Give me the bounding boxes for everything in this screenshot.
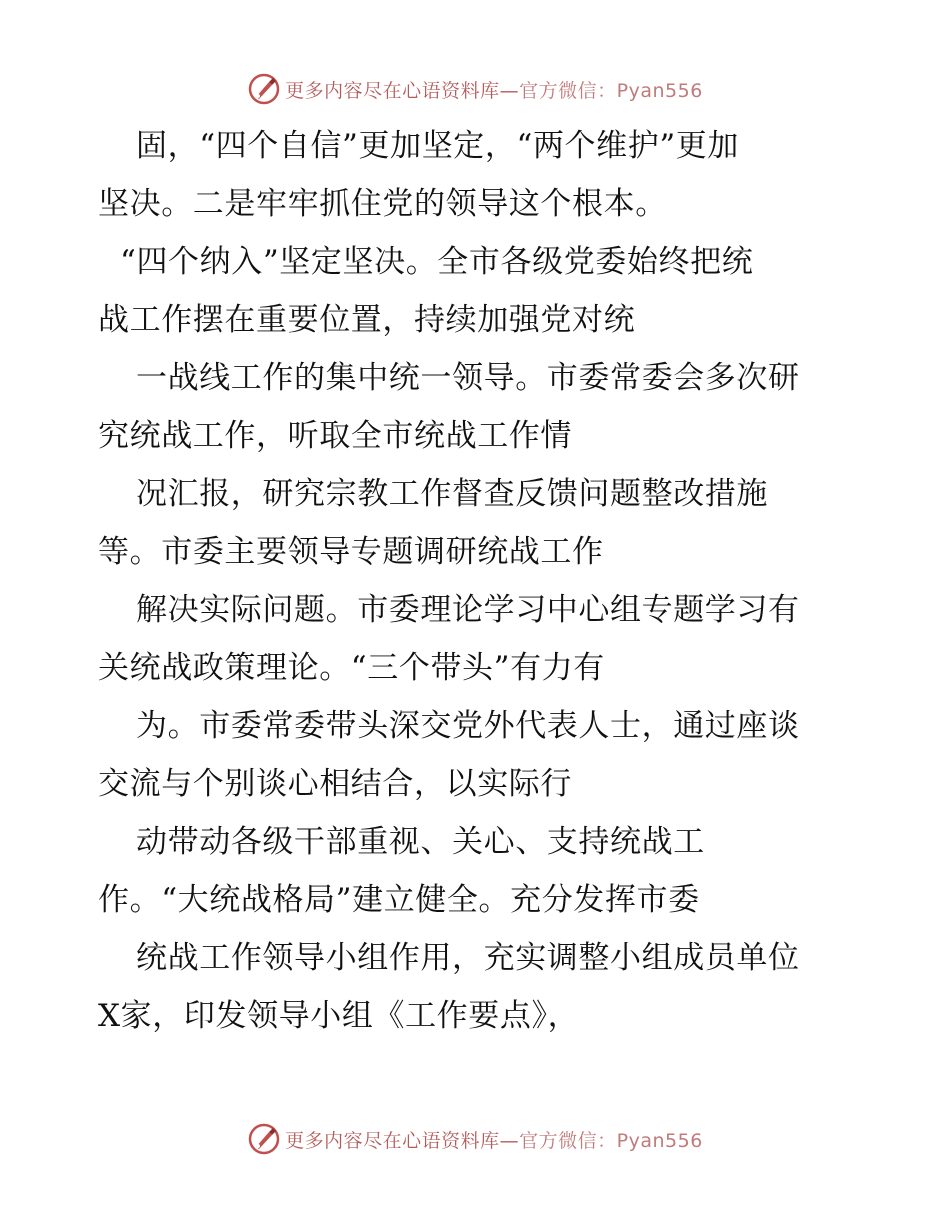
header-site-text: 更多内容尽在心语资料库— xyxy=(285,79,520,102)
body-line-1: 固，“四个自信”更加坚定，“两个维护”更加 xyxy=(136,128,739,164)
body-line-3: “四个纳入”坚定坚决。全市各级党委始终把统 xyxy=(120,244,754,280)
pen-logo-icon xyxy=(247,72,281,106)
body-line-8: 等。市委主要领导专题调研统战工作 xyxy=(98,534,604,570)
body-line-15: 统战工作领导小组作用，充实调整小组成员单位 xyxy=(136,940,800,976)
footer-wechat-text: 官方微信：Pyan556 xyxy=(519,1129,703,1152)
footer-text xyxy=(285,1126,703,1153)
pen-logo-icon xyxy=(247,1122,281,1156)
body-line-13: 动带动各级干部重视、关心、支持统战工 xyxy=(136,824,705,860)
header-watermark xyxy=(0,72,950,106)
body-line-14: 作。“大统战格局”建立健全。充分发挥市委 xyxy=(98,882,700,918)
header-wechat-text: 官方微信：Pyan556 xyxy=(519,79,703,102)
body-line-5: 一战线工作的集中统一领导。市委常委会多次研 xyxy=(136,360,800,396)
body-line-16: X家，印发领导小组《工作要点》， xyxy=(98,998,580,1034)
body-line-6: 究统战工作，听取全市统战工作情 xyxy=(98,418,572,454)
header-text xyxy=(285,76,703,103)
body-line-7: 况汇报，研究宗教工作督查反馈问题整改措施 xyxy=(136,476,768,512)
body-line-10: 关统战政策理论。“三个带头”有力有 xyxy=(98,650,605,686)
body-line-4: 战工作摆在重要位置，持续加强党对统 xyxy=(98,302,636,338)
footer-site-text: 更多内容尽在心语资料库— xyxy=(285,1129,520,1152)
body-line-2: 坚决。二是牢牢抓住党的领导这个根本。 xyxy=(98,186,667,222)
body-line-11: 为。市委常委带头深交党外代表人士，通过座谈 xyxy=(136,708,800,744)
body-line-9: 解决实际问题。市委理论学习中心组专题学习有 xyxy=(136,592,800,628)
footer-watermark xyxy=(0,1122,950,1156)
body-line-12: 交流与个别谈心相结合，以实际行 xyxy=(98,766,572,802)
